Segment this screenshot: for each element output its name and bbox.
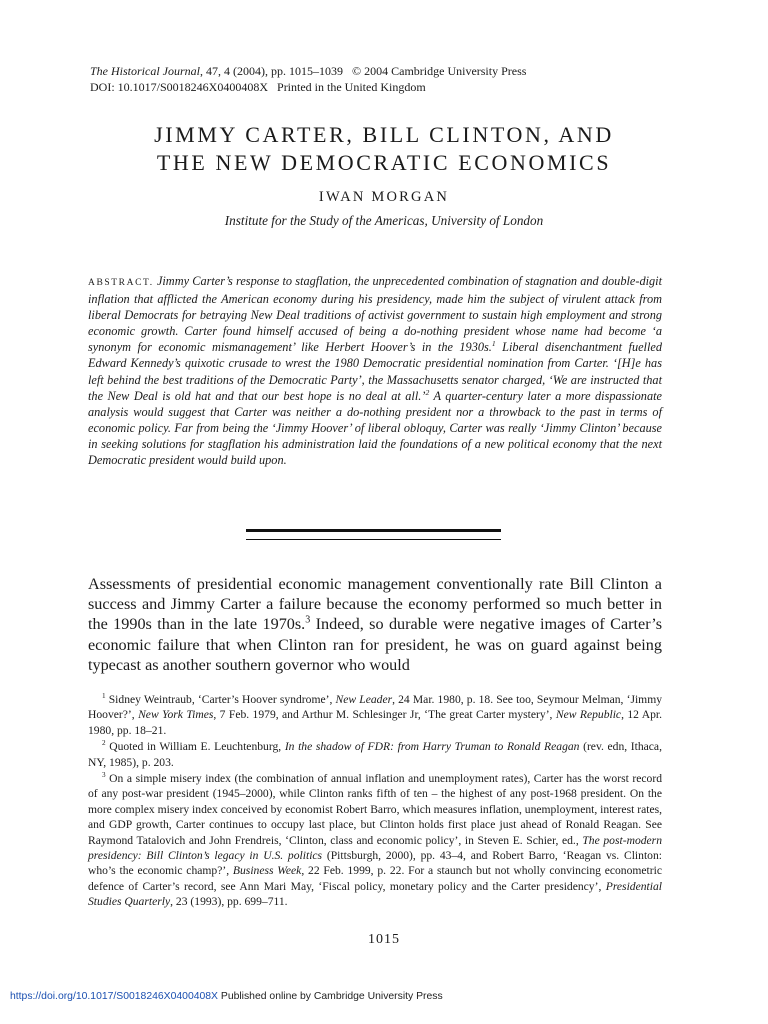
footnote-title: The post-modern presidency: Bill Clinton’s legacy in U.S. politics [88, 833, 662, 863]
article-title [0, 121, 768, 177]
footnote-text: Sidney Weintraub, ‘Carter’s Hoover syndrome’, [105, 693, 336, 706]
footnote-ref-1: 1 [491, 339, 496, 349]
footnote-text: (Pittsburgh, 2000), pp. 43–4, and Robert Barro, ‘Reagan vs. Clinton: who’s the economic champ?’, [88, 849, 662, 878]
copyright: © 2004 Cambridge University Press [352, 64, 527, 78]
footnote-title: New Republic [555, 708, 622, 722]
author-name: IWAN MORGAN [318, 189, 450, 205]
footnote-text: , 7 Feb. 1979, and Arthur M. Schlesinger Jr, ‘The great Carter mystery’, [213, 708, 556, 722]
footnote-title: Business Week [232, 864, 302, 878]
doi: DOI: 10.1017/S0018246X0400408X [90, 79, 269, 94]
footnote-1 [88, 692, 662, 738]
footnote-title: New Leader [335, 693, 393, 706]
footnote-number: 1 [102, 692, 106, 701]
footnote-title: Presidential Studies Quarterly [88, 879, 662, 909]
journal-header [90, 64, 526, 95]
footnote-number: 2 [102, 739, 106, 748]
header-line-1 [90, 64, 526, 80]
footnotes [88, 692, 662, 911]
section-divider [246, 529, 501, 540]
abstract-text-3: A quarter-century later a more dispassionate analysis would suggest that Carter was neither a do-nothing president nor a throwback to the past in terms of economic policy. Far from being the ‘Jimmy Hoover’ of liberal obloquy, Carter was really ‘Jimmy Clinton’ because in seeking solutions for stagflation his administration laid the foundations of a new political economy that the next Democratic president would build upon. [88, 388, 662, 468]
footnote-title: New York Times [138, 708, 214, 722]
footnote-ref-2: 2 [425, 387, 430, 397]
footnote-text: , 23 (1993), pp. 699–711. [170, 895, 288, 909]
abstract-label: ABSTRACT. [88, 278, 154, 288]
footnote-text: Quoted in William E. Leuchtenburg, [105, 740, 285, 754]
publisher-footer [10, 991, 443, 1002]
printed-note: Printed in the United Kingdom [277, 79, 426, 94]
footnote-3 [88, 771, 662, 910]
title-line-2: THE NEW DEMOCRATIC ECONOMICS [156, 150, 612, 175]
abstract-text-2: Liberal disenchantment fuelled Edward Kennedy’s quixotic crusade to wrest the 1980 Democratic presidential nomination from Carter. ‘[H]e has left behind the best traditions of the Democratic Party’, the Massachusetts senator charged, ‘We are instructed that the New Deal is old hat and that our best hope is no deal at all.’ [88, 340, 662, 403]
doi-link[interactable]: https://doi.org/10.1017/S0018246X0400408X [10, 991, 218, 1002]
body-text-2: Indeed, so durable were negative images of Carter’s economic failure that when Clinton ran for president, he was on guard against being typecast as another southern governor who would [88, 615, 662, 674]
journal-citation: , 47, 4 (2004), pp. 1015–1039 [200, 64, 343, 78]
page-number: 1015 [368, 932, 400, 947]
footnote-title: In the shadow of FDR: from Harry Truman to Ronald Reagan [284, 740, 580, 754]
footnote-text: , 12 Apr. 1980, pp. 18–21. [88, 708, 663, 737]
abstract-body [88, 274, 662, 467]
author-affiliation: Institute for the Study of the Americas, University of London [224, 213, 544, 228]
footnote-2 [88, 739, 662, 770]
header-line-2 [90, 80, 526, 96]
abstract [88, 273, 662, 468]
published-online-text: Published online by Cambridge University Press [218, 991, 443, 1002]
journal-name: The Historical Journal [90, 64, 200, 78]
footnote-text: (rev. edn, Ithaca, NY, 1985), p. 203. [88, 740, 662, 769]
title-line-1: JIMMY CARTER, BILL CLINTON, AND [154, 122, 614, 147]
footnote-text: , 22 Feb. 1999, p. 22. For a staunch but not wholly convincing econometric defence of Carter’s record, see Ann Mari May, ‘Fiscal policy, monetary policy and the Carter presidency’, [88, 864, 662, 893]
footnote-text: , 24 Mar. 1980, p. 18. See too, Seymour Melman, ‘Jimmy Hoover?’, [88, 693, 663, 722]
footnote-number: 3 [102, 771, 106, 780]
footnote-ref-3: 3 [305, 615, 311, 627]
body-text-1: Assessments of presidential economic management conventionally rate Bill Clinton a success and Jimmy Carter a failure because the economy performed so much better in the 1990s than in the late 1970s. [88, 575, 662, 634]
footnote-text: On a simple misery index (the combination of annual inflation and unemployment rates), Carter has the worst record of any post-war president (1945–2000), while Clinton ranks fifth of ten – the highest of any post-1968 president. On the more complex misery index conceived by economist Robert Barro, which measures inflation, unemployment, interest rates, and GDP growth, Carter continues to occupy last place, but Clinton holds first place just ahead of Ronald Reagan. See Raymond Tatalovich and John Frendreis, ‘Clinton, class and economic policy’, in Steven E. Schier, ed., [88, 772, 662, 847]
abstract-text-1: Jimmy Carter’s response to stagflation, the unprecedented combination of stagnation and double-digit inflation that afflicted the American economy during his presidency, made him the subject of virulent attack from liberal Democrats for betraying New Deal traditions of activist government to sustain high employment and strong economic growth. Carter found himself accused of being a do-nothing president whose name had become ‘a synonym for economic mismanagement’ like Herbert Hoover’s in the 1930s. [88, 274, 662, 355]
body-paragraph [88, 574, 662, 675]
